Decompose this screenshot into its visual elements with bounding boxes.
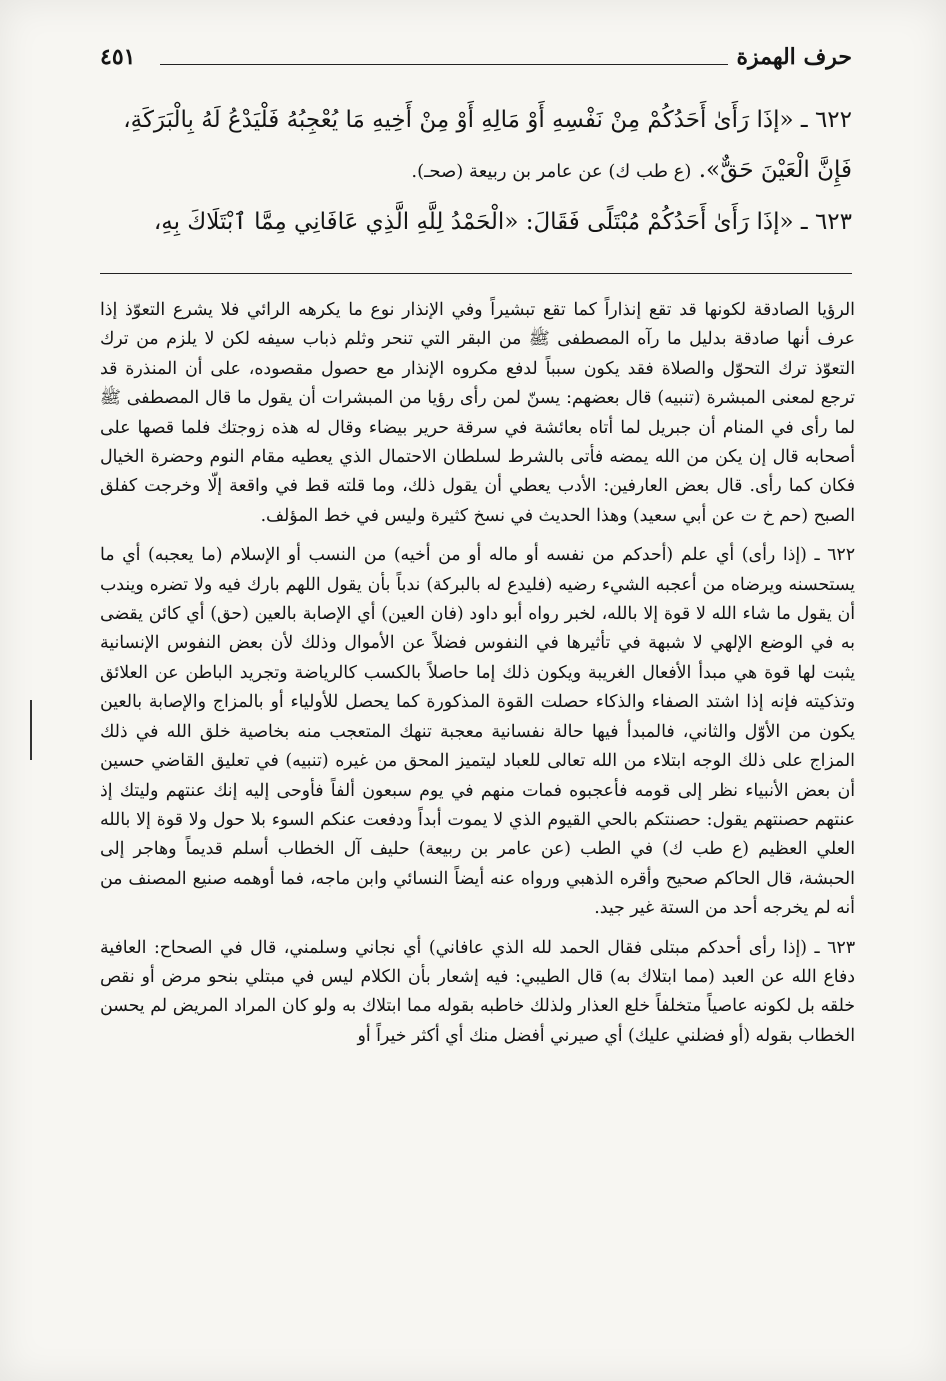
hadith-text: فَإِنَّ الْعَيْنَ حَقٌّ».: [698, 157, 852, 183]
hadith-number: ٦٢٣ ـ: [800, 209, 852, 235]
hadith-number: ٦٢٢ ـ: [800, 107, 852, 133]
hadith-text: «إذَا رَأَىٰ أَحَدُكُمْ مِنْ نَفْسِهِ أَوْ مَالِهِ أَوْ مِنْ أَخِيهِ مَا يُعْجِبُهُ فَلْيَدْعُ لَهُ بِالْبَرَكَةِ،: [123, 107, 794, 133]
chapter-title: حرف الهمزة: [728, 44, 852, 70]
commentary-623: ٦٢٣ ـ (إذا رأى أحدكم مبتلى فقال الحمد لله الذي عافاني) أي نجاني وسلمني، قال في الصحاح: العافية دفاع الله عن العبد (مما ابتلاك به) قال الطيبي: فيه إشعار بأن الكلام ليس في مبتلي بنحو مرض أو نقص خلقه بل لكونه عاصياً متخلفاً خلع العذار ولذلك خاطبه بقوله مما ابتلاك به ولو كان المراد المريض لم يحسن الخطاب بقوله (أو فضلني عليك) أي صيرني أفضل منك أي أكثر خيراً أو: [100, 937, 855, 1046]
hadith-623-line1: [100, 197, 852, 247]
header-rule: [160, 64, 742, 65]
margin-mark: [30, 700, 35, 760]
page-header: [100, 42, 852, 78]
commentary-622: ٦٢٢ ـ (إذا رأى) أي علم (أحدكم من نفسه أو ماله أو من أخيه) من النسب أو الإسلام (ما يعجبه) أي ما يستحسنه ويرضاه من أعجبه الشيء رضيه (فليدع له بالبركة) ندباً بأن يقول اللهم بارك فيه ولا تضره ويندب أن يقول ما شاء الله لا قوة إلا بالله، لخبر رواه أبو داود (فان العين) أي الإصابة بالعين (حق) أي كائن يقضى به في الوضع الإلهي لا شبهة في تأثيرها في النفوس فضلاً عن الأموال وذلك لأن بعض النفوس الإنسانية يثبت لها قوة هي مبدأ الأفعال الغريبة ويكون ذلك إما حاصلاً بالكسب كالرياضة وتجريد الباطن عن العلائق وتذكيته فإنه إذا اشتد الصفاء والذكاء حصلت القوة المذكورة كما يحصل للأولياء أو بالمزاج والإصابة بالعين يكون من الأوّل والثاني، فالمبدأ فيها حالة نفسانية معجبة تنهك المتعجب منه بخاصية خلق الله في ذلك المزاج على ذلك الوجه ابتلاء من الله تعالى للعباد ليتميز المحق من غيره (تنبيه) في تعليق القاضي حسين أن بعض الأنبياء نظر إلى قومه فأعجبوه فمات منهم في يوم سبعون ألفاً فأوحى إليه إنك عنتهم وليتك إذ عنتهم حصنتهم يقول: حصنتكم بالحي القيوم الذي لا يموت أبداً ودفعت عنكم السوء بلا حول ولا قوة إلا بالله العلي العظيم (ع طب ك) في الطب (عن عامر بن ربيعة) حليف آل الخطاب أسلم قديماً وهاجر إلى الحبشة، قال الحاكم صحيح وأقره الذهبي ورواه عنه أيضاً النسائي وابن ماجه، فما أوهمه صنيع المصنف من أنه لم يخرجه أحد من الستة غير جيد.: [100, 545, 855, 919]
page-number: ٤٥١: [100, 44, 143, 70]
hadith-622-line1: [100, 95, 852, 145]
hadith-text: «إذَا رَأَىٰ أَحَدُكُمْ مُبْتَلًى فَقَالَ: «الْحَمْدُ لِلَّهِ الَّذِي عَافَانِي مِمَّا ٱبْتَلَاكَ بِهِ،: [153, 209, 794, 235]
commentary-block: [100, 296, 855, 1051]
section-divider: [100, 273, 852, 274]
hadith-text-block: [100, 95, 852, 247]
hadith-622-line2: [100, 145, 852, 197]
hadith-source: (ع طب ك) عن عامر بن ربيعة (صحـ).: [411, 161, 692, 182]
commentary-intro: الرؤيا الصادقة لكونها قد تقع إنذاراً كما تقع تبشيراً وفي الإنذار نوع ما يكرهه الرائي فلا يشرع التعوّذ إذا عرف أنها صادقة بدليل ما رآه المصطفى ﷺ من البقر التي تنحر وثلم ذباب سيفه لكن لا يلزم من ترك التعوّذ ترك التحوّل والصلاة فقد يكون سبباً لدفع مكروه الإنذار مع حصول مقصوده، على أن المنذرة قد ترجع لمعنى المبشرة (تنبيه) قال بعضهم: يسنّ لمن رأى رؤيا من المبشرات أن يقول ما قال المصطفى ﷺ لما رأى في المنام أن جبريل لما أتاه بعائشة في سرقة حرير بيضاء وقال له هذه زوجتك فلما قصها على أصحابه قال إن يكن من الله يمضه فأتى بالشرط لسلطان الاحتمال الذي يعطيه مقام النوم وحضرة الخيال فكان كما رأى. قال بعض العارفين: الأدب يعطي أن يقول ذلك، وما قلته قط في واقعة إلّا وخرجت كفلق الصبح (حم خ ت عن أبي سعيد) وهذا الحديث في نسخ كثيرة وليس في خط المؤلف.: [100, 300, 855, 526]
